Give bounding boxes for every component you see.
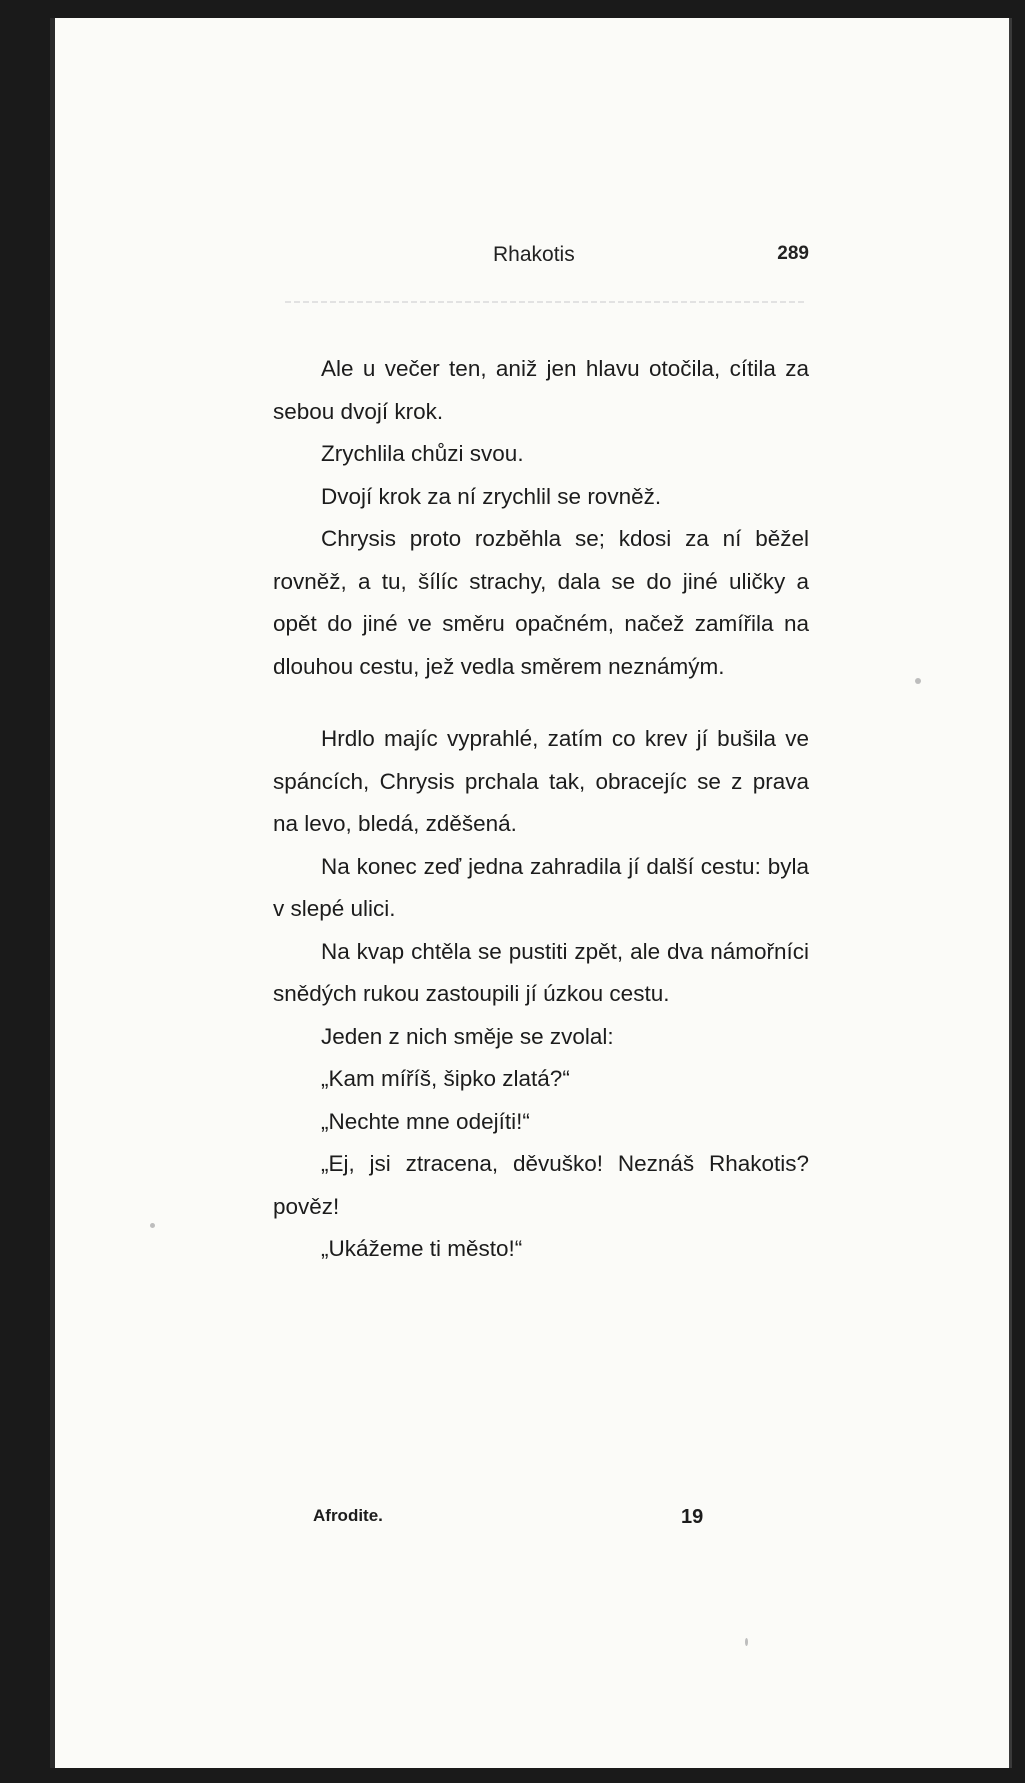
paragraph: Dvojí krok za ní zrychlil se rovněž. <box>321 483 662 509</box>
signature-line <box>273 1506 809 1536</box>
paragraph: Chrysis proto rozběhla se; kdosi za ní běžel rovněž, a tu, šílíc strachy, dala se do jiné uličky a opět do jiné ve směru opačném, načež zamířila na dlouhou cestu, jež vedla směrem neznámým. <box>273 526 809 679</box>
paragraph: „Ukážeme ti město!“ <box>321 1236 523 1261</box>
signature-book-title: Afrodite. <box>313 1506 383 1525</box>
signature-sheet-number: 19 <box>681 1506 704 1528</box>
body-text <box>273 348 809 1271</box>
paragraph: Na kvap chtěla se pustiti zpět, ale dva námořníci snědých rukou zastoupili jí úzkou cestu. <box>273 938 809 1006</box>
paragraph: „Kam míříš, šipko zlatá?“ <box>321 1066 570 1091</box>
paragraph: Hrdlo majíc vyprahlé, zatím co krev jí bušila ve spáncích, Chrysis prchala tak, obracejíc se z prava na levo, bledá, zděšená. <box>273 726 809 836</box>
paper-speck <box>150 1223 155 1228</box>
book-page <box>50 18 1012 1768</box>
page-number: 289 <box>777 243 809 264</box>
paragraph: Na konec zeď jedna zahradila jí další cestu: byla v slepé ulici. <box>273 853 809 921</box>
paper-speck <box>745 1638 748 1646</box>
paragraph: Ale u večer ten, aniž jen hlavu otočila, cítila za sebou dvojí krok. <box>273 356 809 424</box>
running-head <box>273 243 809 283</box>
paragraph: Zrychlila chůzi svou. <box>321 441 524 466</box>
running-head-title: Rhakotis <box>493 243 575 266</box>
header-rule <box>285 301 805 303</box>
paragraph: Jeden z nich směje se zvolal: <box>321 1023 614 1049</box>
paragraph: „Ej, jsi ztracena, děvuško! Neznáš Rhakotis? pověz! <box>273 1151 809 1219</box>
paper-speck <box>915 678 921 684</box>
paragraph: „Nechte mne odejíti!“ <box>321 1108 530 1134</box>
